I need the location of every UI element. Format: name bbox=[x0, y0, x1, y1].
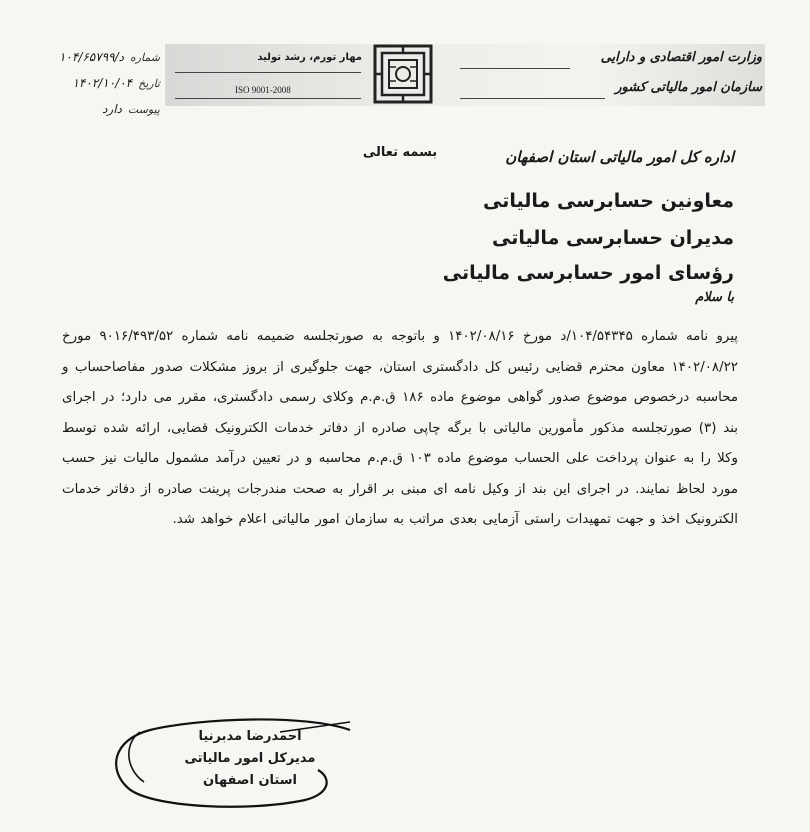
organization-name: سازمان امور مالیاتی کشور bbox=[615, 80, 762, 95]
recipient-line: معاونین حسابرسی مالیاتی bbox=[483, 190, 734, 212]
slogan: مهار تورم، رشد تولید bbox=[257, 52, 362, 63]
divider bbox=[175, 72, 361, 73]
date-label: تاریخ bbox=[138, 76, 160, 90]
reference-attachment-row bbox=[30, 96, 160, 122]
recipient-line: مدیران حسابرسی مالیاتی bbox=[492, 227, 734, 249]
greeting: با سلام bbox=[695, 290, 734, 305]
signatory-name: احمدرضا مدبرنیا bbox=[198, 729, 302, 744]
letter-body: پیرو نامه شماره ۱۰۴/۵۴۳۴۵/د مورخ ۱۴۰۲/۰۸/۱۶ و باتوجه به صورتجلسه ضمیمه نامه شماره ۹۰۱۶/۴۹۳/۵۲ مورخ ۱۴۰۲/۰۸/۲۲ معاون محترم قضایی رئیس کل دادگستری استان، جهت جلوگیری از بروز مشکلات صدور مفاصاحساب و محاسبه درخصوص موضوع صدور گواهی موضوع ماده ۱۸۶ ق.م.م وکلای رسمی دادگستری، مقرر می دارد؛ در اجرای بند (۳) صورتجلسه مذکور مأمورین مالیاتی با برگه چاپی صادره از دفاتر خدمات الکترونیک قضایی، ارائه شده توسط وکلا را به عنوان پرداخت علی الحساب موضوع ماده ۱۰۳ ق.م.م محاسبه و در تعیین درآمد مشمول مالیات نیز حسب مورد لحاظ نمایند. در اجرای این بند از وکیل نامه ای مبنی بر اقرار به صحت مندرجات پرینت صادره از دفاتر خدمات الکترونیک اخذ و جهت تمهیدات راستی آزمایی بعدی مراتب به سازمان امور مالیاتی اعلام خواهد شد. bbox=[62, 329, 739, 527]
reference-number-row bbox=[30, 44, 160, 70]
reference-date-row bbox=[30, 70, 160, 96]
attachment-value: دارد bbox=[102, 102, 122, 116]
reference-number: ۱۰۴/۶۵۷۹۹/د bbox=[58, 50, 124, 64]
iso-certification: ISO 9001-2008 bbox=[235, 85, 291, 95]
signatory-province: استان اصفهان bbox=[203, 773, 297, 788]
signature-block bbox=[150, 726, 350, 792]
bismillah: بسمه تعالی bbox=[362, 145, 438, 160]
attachment-label: پیوست bbox=[127, 102, 160, 116]
department-title: اداره کل امور مالیاتی استان اصفهان bbox=[505, 148, 734, 166]
number-label: شماره bbox=[129, 50, 160, 64]
divider bbox=[175, 98, 361, 99]
divider bbox=[460, 68, 570, 69]
recipient-line: رؤسای امور حسابرسی مالیاتی bbox=[442, 262, 734, 284]
emblem-icon bbox=[373, 44, 433, 104]
reference-block bbox=[30, 44, 160, 122]
signatory-title: مدیرکل امور مالیاتی bbox=[184, 751, 316, 766]
divider bbox=[460, 98, 605, 99]
reference-date: ۱۴۰۲/۱۰/۰۴ bbox=[72, 76, 133, 90]
ministry-name: وزارت امور اقتصادی و دارایی bbox=[600, 50, 762, 65]
